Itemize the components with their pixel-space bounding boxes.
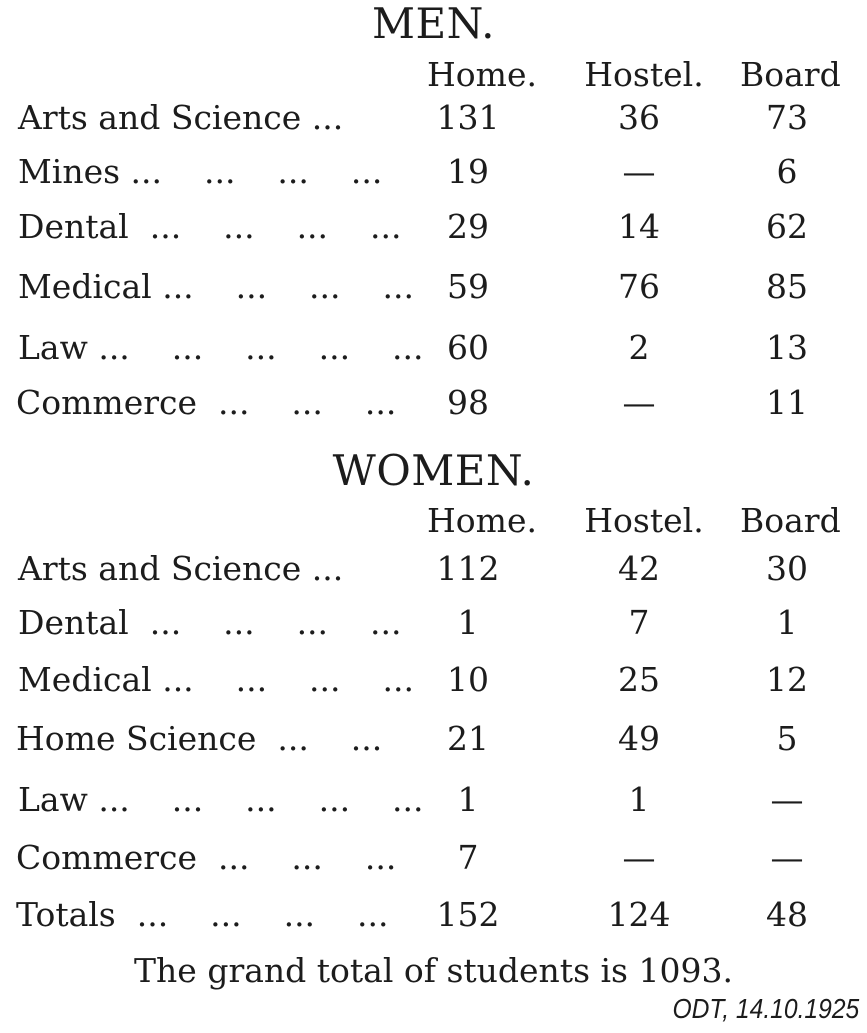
men-cell-hostel: — [622, 152, 656, 191]
women-cell-hostel: 1 [628, 780, 650, 819]
women-col-board: Board [740, 501, 841, 540]
source-citation: ODT, 14.10.1925 [672, 993, 859, 1024]
men-cell-board: 11 [766, 383, 808, 422]
women-cell-hostel: 25 [618, 660, 660, 699]
women-cell-board: 12 [766, 660, 808, 699]
women-row-label: Arts and Science ... [18, 549, 344, 588]
men-cell-home: 98 [447, 383, 489, 422]
men-cell-board: 85 [766, 267, 808, 306]
women-cell-home: 21 [447, 719, 489, 758]
women-row-label: Totals ... ... ... ... [16, 895, 389, 934]
women-cell-hostel: 49 [618, 719, 660, 758]
men-cell-home: 19 [447, 152, 489, 191]
women-cell-home: 1 [457, 780, 479, 819]
men-cell-home: 131 [436, 98, 500, 137]
men-cell-home: 59 [447, 267, 489, 306]
women-cell-hostel: — [622, 838, 656, 877]
women-cell-board: 5 [776, 719, 798, 758]
grand-total: The grand total of students is 1093. [134, 951, 733, 990]
men-cell-hostel: 76 [618, 267, 660, 306]
men-row-label: Mines ... ... ... ... [18, 152, 383, 191]
women-row-label: Medical ... ... ... ... [18, 660, 414, 699]
women-cell-home: 10 [447, 660, 489, 699]
men-cell-board: 13 [766, 328, 808, 367]
women-cell-board: 1 [776, 603, 798, 642]
men-heading: MEN. [371, 0, 496, 48]
women-row-label: Law ... ... ... ... ... [18, 780, 424, 819]
men-cell-board: 62 [766, 207, 808, 246]
men-row-label: Law ... ... ... ... ... [18, 328, 424, 367]
women-cell-hostel: 124 [607, 895, 671, 934]
men-row-label: Commerce ... ... ... [16, 383, 397, 422]
women-cell-hostel: 42 [618, 549, 660, 588]
men-cell-hostel: 14 [618, 207, 660, 246]
women-cell-hostel: 7 [628, 603, 650, 642]
women-heading: WOMEN. [332, 446, 535, 495]
men-cell-home: 60 [447, 328, 489, 367]
women-cell-home: 7 [457, 838, 479, 877]
women-row-label: Home Science ... ... [16, 719, 383, 758]
women-cell-home: 112 [436, 549, 500, 588]
women-cell-board: 30 [766, 549, 808, 588]
men-row-label: Arts and Science ... [18, 98, 344, 137]
men-cell-hostel: 36 [618, 98, 660, 137]
women-row-label: Commerce ... ... ... [16, 838, 397, 877]
women-col-home: Home. [427, 501, 537, 540]
men-cell-board: 73 [766, 98, 808, 137]
women-col-hostel: Hostel. [584, 501, 704, 540]
women-cell-board: 48 [766, 895, 808, 934]
men-row-label: Medical ... ... ... ... [18, 267, 414, 306]
women-cell-board: — [770, 780, 804, 819]
men-col-home: Home. [427, 55, 537, 94]
men-row-label: Dental ... ... ... ... [18, 207, 402, 246]
men-cell-hostel: — [622, 383, 656, 422]
men-col-hostel: Hostel. [584, 55, 704, 94]
women-cell-board: — [770, 838, 804, 877]
men-cell-hostel: 2 [628, 328, 650, 367]
women-cell-home: 152 [436, 895, 500, 934]
men-col-board: Board [740, 55, 841, 94]
women-cell-home: 1 [457, 603, 479, 642]
men-cell-board: 6 [776, 152, 798, 191]
men-cell-home: 29 [447, 207, 489, 246]
women-row-label: Dental ... ... ... ... [18, 603, 402, 642]
